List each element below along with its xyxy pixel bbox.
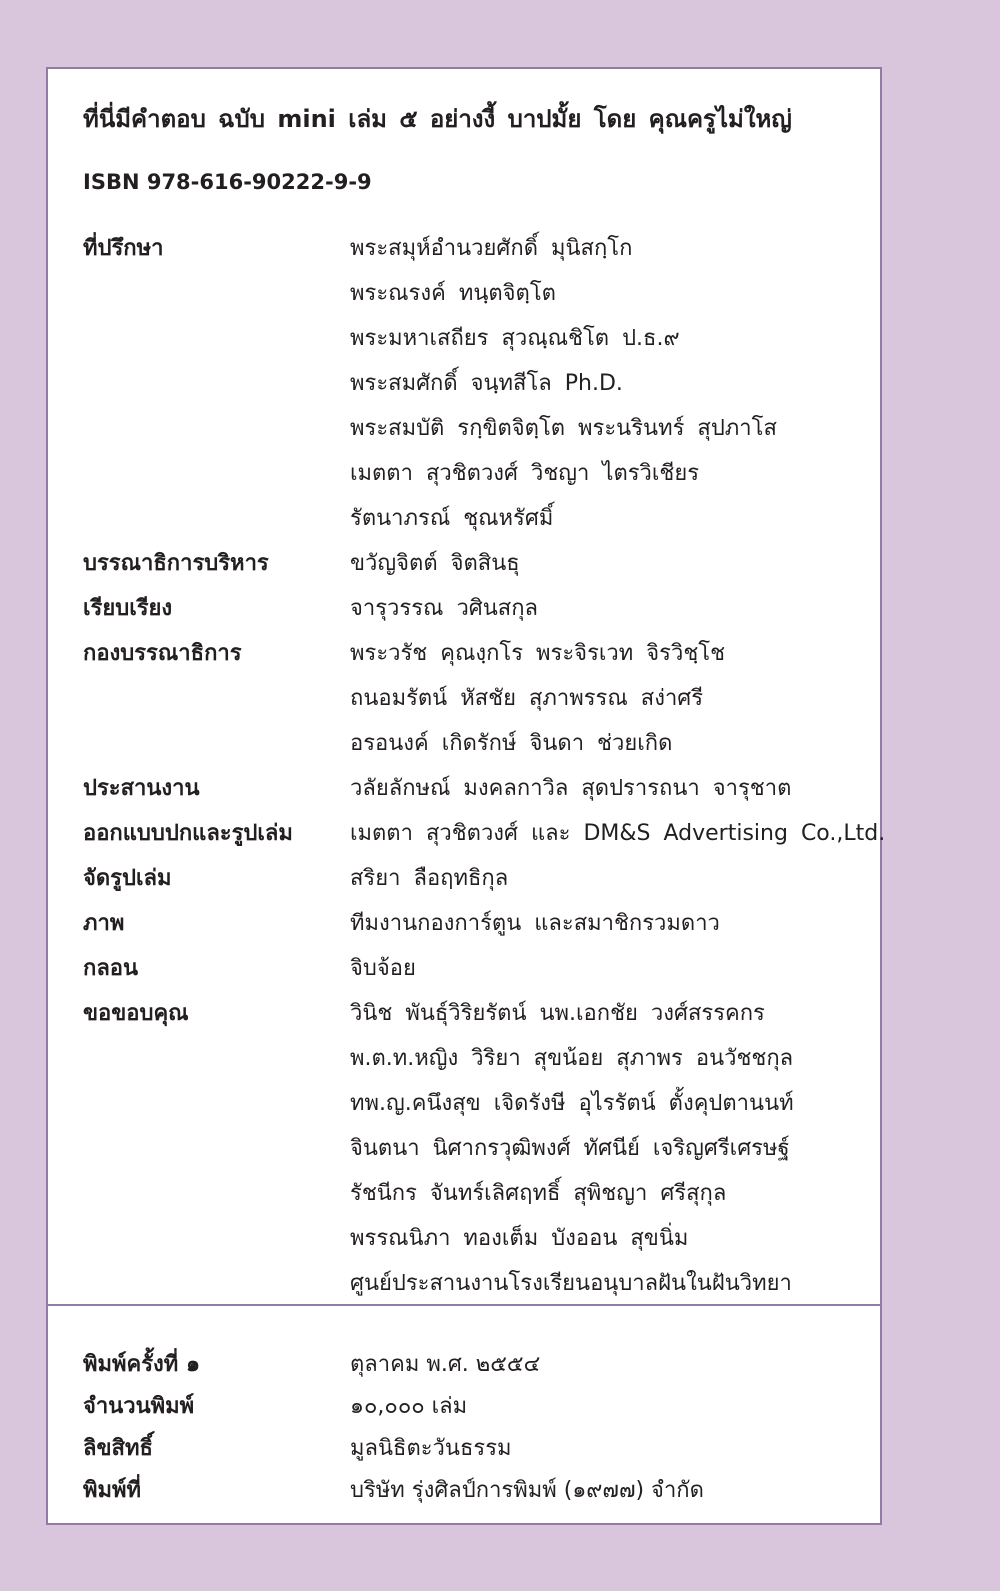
credit-name: สริยา ลือฤทธิกุล [350, 866, 509, 891]
credit-role: ออกแบบปกและรูปเล่ม [83, 821, 293, 846]
credit-row-editorial-board [83, 631, 863, 766]
credit-name: พระณรงค์ ทนฺตจิตฺโต [350, 281, 556, 306]
credit-role: ภาพ [83, 911, 125, 936]
credit-name: จิบจ้อย [350, 956, 416, 981]
credits-list [83, 226, 886, 1306]
credit-row-acknowledgements [83, 991, 863, 1306]
credit-name: เมตตา สุวชิตวงศ์ และ DM&S Advertising Co.,Ltd. [350, 821, 886, 846]
credit-name: เมตตา สุวชิตวงศ์ วิชญา ไตรวิเชียร [350, 461, 700, 486]
imprint-page [46, 67, 886, 1525]
printing-row [83, 1470, 863, 1512]
credit-names [350, 586, 863, 631]
credit-names [350, 631, 863, 766]
printing-label: ลิขสิทธิ์ [83, 1436, 153, 1461]
credit-name: ศูนย์ประสานงานโรงเรียนอนุบาลฝันในฝันวิทยา [350, 1271, 792, 1296]
credit-names [350, 946, 863, 991]
credit-name: ขวัญจิตต์ จิตสินธุ [350, 551, 520, 576]
printing-value: บริษัท รุ่งศิลป์การพิมพ์ (๑๙๗๗) จำกัด [350, 1478, 704, 1503]
credit-role: เรียบเรียง [83, 596, 173, 621]
printing-row [83, 1428, 863, 1470]
credit-name: จินตนา นิศากรวุฒิพงศ์ ทัศนีย์ เจริญศรีเศรษฐ์ [350, 1136, 790, 1161]
credit-name: พรรณนิภา ทองเต็ม บังออน สุขนิ่ม [350, 1226, 689, 1251]
credit-row-coordination [83, 766, 863, 811]
credit-name: พ.ต.ท.หญิง วิริยา สุขน้อย สุภาพร อนวัชชกุล [350, 1046, 794, 1071]
section-divider [48, 1304, 880, 1306]
isbn: ISBN 978-616-90222-9-9 [83, 170, 372, 194]
credit-role: ที่ปรึกษา [83, 236, 164, 261]
credit-row-layout [83, 856, 863, 901]
credit-name: ถนอมรัตน์ หัสชัย สุภาพรรณ สง่าศรี [350, 686, 704, 711]
credit-names [350, 856, 863, 901]
credit-name: พระวรัช คุณงฺกโร พระจิรเวท จิรวิชฺโช [350, 641, 725, 666]
credit-role: ขอขอบคุณ [83, 1001, 189, 1026]
credit-name: พระมหาเสถียร สุวณฺณชิโต ป.ธ.๙ [350, 326, 680, 351]
printing-row [83, 1344, 863, 1386]
credit-row-poems [83, 946, 863, 991]
printing-value: มูลนิธิตะวันธรรม [350, 1436, 512, 1461]
credit-row-advisors [83, 226, 863, 541]
credit-name: พระสมุห์อำนวยศักดิ์ มุนิสกฺโก [350, 236, 633, 261]
printing-label: พิมพ์ครั้งที่ ๑ [83, 1352, 200, 1377]
credit-role: กองบรรณาธิการ [83, 641, 242, 666]
printing-row [83, 1386, 863, 1428]
credit-name: วลัยลักษณ์ มงคลกาวิล สุดปรารถนา จารุชาต [350, 776, 792, 801]
printing-label: พิมพ์ที่ [83, 1478, 142, 1503]
book-title: ที่นี่มีคำตอบ ฉบับ mini เล่ม ๕ อย่างงี้ บาปมั้ย โดย คุณครูไม่ใหญ่ [83, 105, 792, 133]
credit-names [350, 766, 863, 811]
credit-name: ทพ.ญ.คนึงสุข เจิดรังษี อุไรรัตน์ ตั้งคุปตานนท์ [350, 1091, 794, 1116]
credit-names [350, 991, 863, 1306]
credit-names [350, 226, 863, 541]
credit-name: พระสมบัติ รกฺขิตจิตฺโต พระนรินทร์ สุปภาโส [350, 416, 777, 441]
credit-names [350, 811, 885, 856]
credit-row-compiler [83, 586, 863, 631]
credit-role: บรรณาธิการบริหาร [83, 551, 269, 576]
credit-row-cover-design [83, 811, 886, 856]
printing-value: ตุลาคม พ.ศ. ๒๕๕๔ [350, 1352, 541, 1377]
credit-role: ประสานงาน [83, 776, 200, 801]
credit-names [350, 541, 863, 586]
printing-value: ๑๐,๐๐๐ เล่ม [350, 1394, 468, 1419]
printing-label: จำนวนพิมพ์ [83, 1394, 195, 1419]
credit-name: จารุวรรณ วศินสกุล [350, 596, 539, 621]
credit-names [350, 901, 863, 946]
credit-name: พระสมศักดิ์ จนฺทสีโล Ph.D. [350, 371, 623, 396]
credit-role: จัดรูปเล่ม [83, 866, 172, 891]
credit-name: ทีมงานกองการ์ตูน และสมาชิกรวมดาว [350, 911, 720, 936]
credit-row-illustrations [83, 901, 863, 946]
credit-role: กลอน [83, 956, 139, 981]
printing-info [83, 1344, 863, 1512]
credit-row-executive-editor [83, 541, 863, 586]
credit-name: รัตนาภรณ์ ชุณหรัศมิ์ [350, 506, 554, 531]
credit-name: รัชนีกร จันทร์เลิศฤทธิ์ สุพิชญา ศรีสุกุล [350, 1181, 727, 1206]
credit-name: อรอนงค์ เกิดรักษ์ จินดา ช่วยเกิด [350, 731, 673, 756]
credit-name: วินิช พันธุ์วิริยรัตน์ นพ.เอกชัย วงศ์สรรคกร [350, 1001, 765, 1026]
